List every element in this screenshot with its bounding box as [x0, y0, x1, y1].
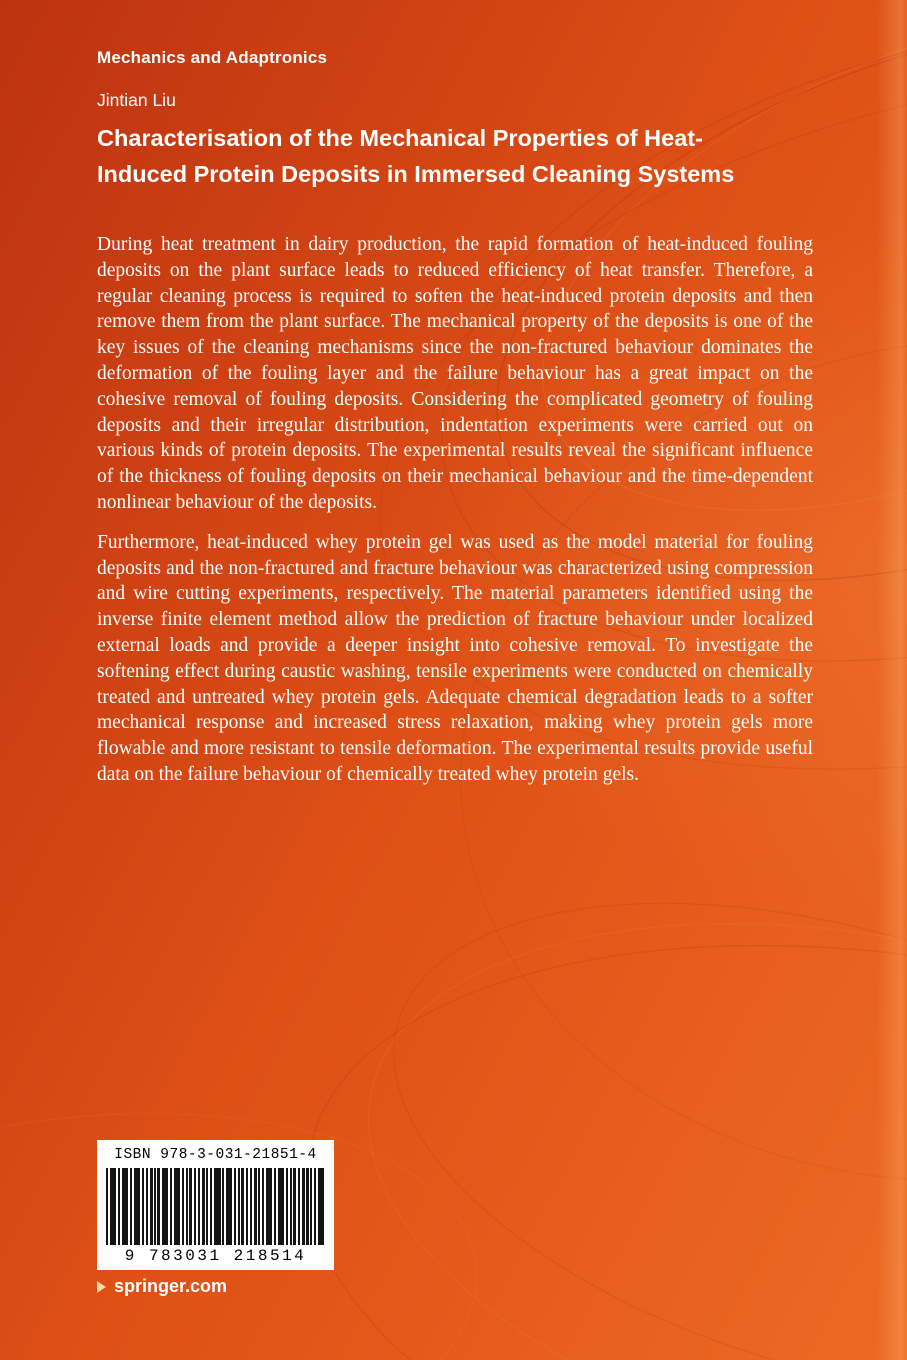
- isbn-barcode: [97, 1140, 334, 1270]
- series-title: Mechanics and Adaptronics: [97, 48, 328, 67]
- springer-arrow-icon: [97, 1281, 106, 1293]
- publisher-url: springer.com: [114, 1276, 228, 1296]
- abstract-paragraph-2: Furthermore, heat-induced whey protein gel was used as the model material for fouling deposits and the non-fractured and fracture behaviour was characterized using compression and wire cutting experiments, respectively. The material parameters identified using the inverse finite element method allow the prediction of fracture behaviour under localized external loads and provide a deeper insight into cohesive removal. To investigate the softening effect during caustic washing, tensile experiments were conducted on chemically treated and untreated whey protein gels. Adequate chemical degradation leads to a softer mechanical response and increased stress relaxation, making whey protein gels more flowable and more resistant to tensile deformation. The experimental results provide useful data on the failure behaviour of chemically treated whey protein gels.: [97, 531, 813, 785]
- publisher-footer: [97, 1276, 227, 1297]
- barcode-digits: 9 783031 218514: [106, 1245, 325, 1265]
- cover-text-block: [97, 48, 813, 802]
- cover-right-edge-highlight: [877, 0, 907, 1360]
- isbn-label: ISBN 978-3-031-21851-4: [114, 1147, 317, 1163]
- barcode-bars: [106, 1168, 325, 1245]
- author-name: Jintian Liu: [97, 90, 176, 110]
- book-title: Characterisation of the Mechanical Properties of Heat-Induced Protein Deposits in Immersed Cleaning Systems: [97, 125, 735, 187]
- abstract-paragraph-1: During heat treatment in dairy production, the rapid formation of heat-induced fouling deposits on the plant surface leads to reduced efficiency of heat transfer. Therefore, a regular cleaning process is required to soften the heat-induced protein deposits and then remove them from the plant surface. The mechanical property of the deposits is one of the key issues of the cleaning mechanisms since the non-fractured behaviour dominates the deformation of the fouling layer and the failure behaviour has a great impact on the cohesive removal of fouling deposits. Considering the complicated geometry of fouling deposits and their irregular distribution, indentation experiments were carried out on various kinds of protein deposits. The experimental results reveal the significant influence of the thickness of fouling deposits on their mechanical behaviour and the time-dependent nonlinear behaviour of the deposits.: [97, 234, 813, 513]
